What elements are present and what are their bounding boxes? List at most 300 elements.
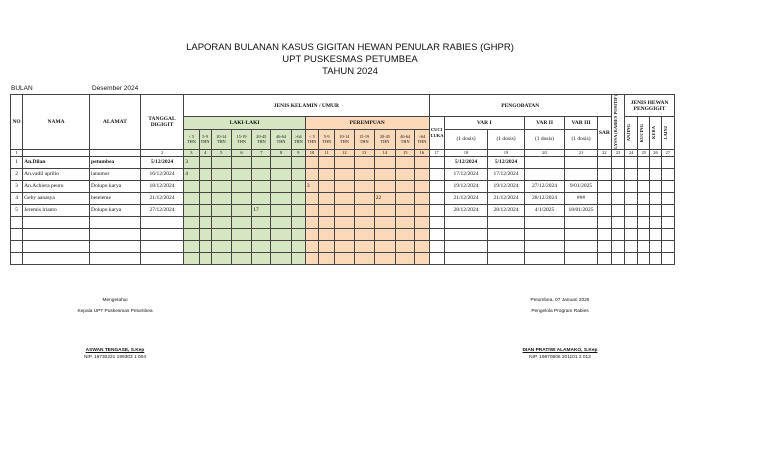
cell-nama: Jeremis irianto bbox=[23, 204, 90, 216]
empty-cell bbox=[565, 252, 597, 264]
empty-cell bbox=[625, 240, 638, 252]
empty-cell bbox=[231, 156, 251, 168]
column-number: 10 bbox=[305, 149, 318, 156]
header-anjing: ANJING bbox=[625, 117, 638, 150]
empty-cell bbox=[291, 252, 305, 264]
empty-cell bbox=[638, 216, 650, 228]
empty-cell bbox=[199, 240, 211, 252]
header-no: NO bbox=[11, 95, 23, 150]
empty-cell bbox=[354, 228, 374, 240]
empty-cell bbox=[271, 204, 291, 216]
column-number: 8 bbox=[271, 149, 291, 156]
empty-cell bbox=[625, 192, 638, 204]
empty-cell bbox=[429, 180, 444, 192]
empty-cell bbox=[11, 240, 23, 252]
empty-cell bbox=[271, 240, 291, 252]
empty-cell bbox=[565, 240, 597, 252]
column-number: 20 bbox=[524, 149, 565, 156]
empty-cell bbox=[319, 156, 335, 168]
empty-cell bbox=[650, 252, 661, 264]
empty-cell bbox=[252, 240, 271, 252]
empty-cell bbox=[291, 228, 305, 240]
table-row bbox=[11, 216, 675, 228]
empty-cell bbox=[611, 240, 624, 252]
empty-cell bbox=[11, 228, 23, 240]
empty-cell bbox=[90, 216, 141, 228]
empty-cell bbox=[354, 252, 374, 264]
empty-cell bbox=[271, 180, 291, 192]
empty-cell bbox=[611, 216, 624, 228]
cell-p_2045 bbox=[374, 156, 395, 168]
cell-p_lt5 bbox=[305, 156, 318, 168]
empty-cell bbox=[565, 228, 597, 240]
empty-cell bbox=[444, 216, 488, 228]
empty-cell bbox=[199, 192, 211, 204]
empty-cell bbox=[319, 168, 335, 180]
empty-cell bbox=[611, 180, 624, 192]
empty-cell bbox=[661, 252, 674, 264]
empty-cell bbox=[199, 252, 211, 264]
cell-var1a: 28/12/2024 bbox=[444, 204, 488, 216]
empty-cell bbox=[611, 252, 624, 264]
ghpr-table bbox=[10, 94, 675, 265]
age-header-7: < 5 THN bbox=[305, 129, 318, 149]
empty-cell bbox=[319, 192, 335, 204]
cell-p_lt5 bbox=[305, 192, 318, 204]
header-pengobatan: PENGOBATAN bbox=[429, 95, 611, 117]
empty-cell bbox=[11, 216, 23, 228]
header-alamat: ALAMAT bbox=[90, 95, 141, 150]
dosis-var2: (1 dosis) bbox=[524, 129, 565, 149]
empty-cell bbox=[611, 168, 624, 180]
table-row bbox=[11, 240, 675, 252]
header-cuci-luka: CUCI LUKA bbox=[429, 117, 444, 150]
age-header-6: >64 THN bbox=[291, 129, 305, 149]
cell-var3 bbox=[565, 168, 597, 180]
empty-cell bbox=[597, 168, 611, 180]
cell-p_lt5 bbox=[305, 204, 318, 216]
report-title-line2: UPT PUSKESMAS PETUMBEA bbox=[282, 54, 418, 65]
age-header-1: 5-9 THN bbox=[199, 129, 211, 149]
cell-nama: An.Achiera peuru bbox=[23, 180, 90, 192]
empty-cell bbox=[396, 168, 415, 180]
column-number: 26 bbox=[650, 149, 661, 156]
empty-cell bbox=[429, 216, 444, 228]
cell-tanggal: 5/12/2024 bbox=[140, 156, 184, 168]
empty-cell bbox=[184, 228, 199, 240]
empty-cell bbox=[625, 180, 638, 192]
cell-l_lt5: 3 bbox=[184, 156, 199, 168]
empty-cell bbox=[354, 168, 374, 180]
cell-var1b: 19/12/2024 bbox=[488, 180, 524, 192]
cell-var3: ### bbox=[565, 192, 597, 204]
cell-l_lt5 bbox=[184, 192, 199, 204]
column-number: 7 bbox=[252, 149, 271, 156]
header-lyssa: LYSSA (RABIES POSITIF) bbox=[611, 95, 624, 150]
header-laki: LAKI-LAKI bbox=[184, 117, 306, 130]
cell-var1a: 21/12/2024 bbox=[444, 192, 488, 204]
empty-cell bbox=[231, 180, 251, 192]
empty-cell bbox=[650, 168, 661, 180]
empty-cell bbox=[252, 252, 271, 264]
empty-cell bbox=[319, 204, 335, 216]
empty-cell bbox=[231, 240, 251, 252]
empty-cell bbox=[638, 240, 650, 252]
column-number: 6 bbox=[231, 149, 251, 156]
empty-cell bbox=[488, 216, 524, 228]
dosis-var1a: (1 dosis) bbox=[444, 129, 488, 149]
empty-cell bbox=[488, 240, 524, 252]
empty-cell bbox=[429, 192, 444, 204]
empty-cell bbox=[638, 180, 650, 192]
empty-cell bbox=[638, 156, 650, 168]
empty-cell bbox=[199, 204, 211, 216]
empty-cell bbox=[415, 216, 429, 228]
cell-alamat: Dolupo karya bbox=[90, 204, 141, 216]
age-header-5: 46-64 THN bbox=[271, 129, 291, 149]
empty-cell bbox=[252, 216, 271, 228]
empty-cell bbox=[271, 192, 291, 204]
empty-cell bbox=[415, 156, 429, 168]
empty-cell bbox=[597, 252, 611, 264]
column-number: 24 bbox=[625, 149, 638, 156]
empty-cell bbox=[305, 228, 318, 240]
footer-right-1: Petumbea, 07 Januari 2025 bbox=[530, 298, 590, 303]
cell-alamat: beteleme bbox=[90, 192, 141, 204]
empty-cell bbox=[488, 228, 524, 240]
empty-cell bbox=[374, 216, 395, 228]
cell-l_lt5: 4 bbox=[184, 168, 199, 180]
empty-cell bbox=[396, 180, 415, 192]
cell-no: 4 bbox=[11, 192, 23, 204]
empty-cell bbox=[231, 216, 251, 228]
cell-var1b: 28/12/2024 bbox=[488, 204, 524, 216]
empty-cell bbox=[354, 156, 374, 168]
empty-cell bbox=[90, 240, 141, 252]
empty-cell bbox=[140, 252, 184, 264]
empty-cell bbox=[335, 228, 354, 240]
empty-cell bbox=[597, 216, 611, 228]
header-nama: NAMA bbox=[23, 95, 90, 150]
header-sar: SAR bbox=[597, 117, 611, 150]
empty-cell bbox=[650, 228, 661, 240]
empty-cell bbox=[650, 156, 661, 168]
empty-cell bbox=[23, 228, 90, 240]
empty-cell bbox=[354, 216, 374, 228]
cell-var1b: 21/12/2024 bbox=[488, 192, 524, 204]
empty-cell bbox=[597, 192, 611, 204]
age-header-0: < 5 THN bbox=[184, 129, 199, 149]
empty-cell bbox=[354, 192, 374, 204]
table-row bbox=[11, 156, 675, 168]
cell-l_lt5 bbox=[184, 180, 199, 192]
empty-cell bbox=[211, 192, 231, 204]
empty-cell bbox=[638, 252, 650, 264]
header-perempuan: PEREMPUAN bbox=[305, 117, 429, 130]
cell-l_2045 bbox=[252, 180, 271, 192]
empty-cell bbox=[429, 252, 444, 264]
cell-nama: Geby aanasya bbox=[23, 192, 90, 204]
empty-cell bbox=[650, 204, 661, 216]
empty-cell bbox=[488, 252, 524, 264]
empty-cell bbox=[291, 192, 305, 204]
empty-cell bbox=[396, 252, 415, 264]
column-number: 12 bbox=[335, 149, 354, 156]
empty-cell bbox=[211, 228, 231, 240]
cell-no: 1 bbox=[11, 156, 23, 168]
header-jenis-hewan: JENIS HEWAN PENGGIGIT bbox=[625, 95, 675, 117]
empty-cell bbox=[335, 168, 354, 180]
column-number: 19 bbox=[488, 149, 524, 156]
empty-cell bbox=[638, 168, 650, 180]
empty-cell bbox=[211, 180, 231, 192]
column-number: 9 bbox=[291, 149, 305, 156]
empty-cell bbox=[396, 204, 415, 216]
empty-cell bbox=[565, 216, 597, 228]
empty-cell bbox=[335, 204, 354, 216]
empty-cell bbox=[415, 240, 429, 252]
column-number: 25 bbox=[638, 149, 650, 156]
empty-cell bbox=[319, 240, 335, 252]
empty-cell bbox=[650, 180, 661, 192]
table-row bbox=[11, 192, 675, 204]
empty-cell bbox=[335, 252, 354, 264]
cell-nama: An.Dilan bbox=[23, 156, 90, 168]
empty-cell bbox=[271, 228, 291, 240]
column-number: 14 bbox=[374, 149, 395, 156]
empty-cell bbox=[625, 156, 638, 168]
empty-cell bbox=[335, 240, 354, 252]
empty-cell bbox=[184, 252, 199, 264]
column-number: 11 bbox=[319, 149, 335, 156]
cell-tanggal: 16/12/2024 bbox=[140, 168, 184, 180]
header-kucing: KUCING bbox=[638, 117, 650, 150]
column-number bbox=[90, 149, 141, 156]
empty-cell bbox=[140, 228, 184, 240]
cell-var2 bbox=[524, 156, 565, 168]
empty-cell bbox=[374, 252, 395, 264]
empty-cell bbox=[291, 168, 305, 180]
table-row bbox=[11, 168, 675, 180]
empty-cell bbox=[597, 204, 611, 216]
dosis-var3: (1 dosis) bbox=[565, 129, 597, 149]
empty-cell bbox=[199, 180, 211, 192]
empty-cell bbox=[650, 240, 661, 252]
table-row bbox=[11, 204, 675, 216]
empty-cell bbox=[415, 204, 429, 216]
empty-cell bbox=[291, 216, 305, 228]
column-number: 18 bbox=[444, 149, 488, 156]
empty-cell bbox=[625, 204, 638, 216]
cell-tanggal: 27/12/2024 bbox=[140, 204, 184, 216]
empty-cell bbox=[597, 240, 611, 252]
header-tanggal: TANGGAL DIGIGIT bbox=[140, 95, 184, 150]
empty-cell bbox=[625, 168, 638, 180]
age-header-9: 10-14 THN bbox=[335, 129, 354, 149]
cell-var2: 28/12/2024 bbox=[524, 192, 565, 204]
empty-cell bbox=[184, 216, 199, 228]
column-number: 16 bbox=[415, 149, 429, 156]
empty-cell bbox=[638, 204, 650, 216]
column-number: 17 bbox=[429, 149, 444, 156]
cell-no: 3 bbox=[11, 180, 23, 192]
empty-cell bbox=[611, 192, 624, 204]
cell-var1b: 5/12/2024 bbox=[488, 156, 524, 168]
cell-l_lt5 bbox=[184, 204, 199, 216]
cell-var2: 4/1/2025 bbox=[524, 204, 565, 216]
age-header-4: 20-45 THN bbox=[252, 129, 271, 149]
empty-cell bbox=[625, 228, 638, 240]
header-var2: VAR II bbox=[524, 117, 565, 130]
empty-cell bbox=[184, 240, 199, 252]
empty-cell bbox=[415, 228, 429, 240]
empty-cell bbox=[231, 252, 251, 264]
empty-cell bbox=[231, 204, 251, 216]
empty-cell bbox=[199, 228, 211, 240]
empty-cell bbox=[638, 192, 650, 204]
age-header-3: 15-19 THN bbox=[231, 129, 251, 149]
cell-alamat: petumbea bbox=[90, 156, 141, 168]
empty-cell bbox=[90, 228, 141, 240]
empty-cell bbox=[199, 168, 211, 180]
empty-cell bbox=[211, 216, 231, 228]
empty-cell bbox=[305, 216, 318, 228]
empty-cell bbox=[231, 168, 251, 180]
age-header-12: 46-64 THN bbox=[396, 129, 415, 149]
empty-cell bbox=[319, 216, 335, 228]
bulan-label: BULAN bbox=[11, 85, 33, 92]
column-number: 1 bbox=[11, 149, 23, 156]
cell-var1a: 17/12/2024 bbox=[444, 168, 488, 180]
cell-var1a: 5/12/2024 bbox=[444, 156, 488, 168]
empty-cell bbox=[638, 228, 650, 240]
empty-cell bbox=[444, 252, 488, 264]
empty-cell bbox=[140, 240, 184, 252]
empty-cell bbox=[415, 252, 429, 264]
cell-tanggal: 18/12/2024 bbox=[140, 180, 184, 192]
empty-cell bbox=[396, 228, 415, 240]
empty-cell bbox=[291, 240, 305, 252]
empty-cell bbox=[319, 180, 335, 192]
empty-cell bbox=[396, 240, 415, 252]
empty-cell bbox=[396, 216, 415, 228]
cell-var1b: 17/12/2024 bbox=[488, 168, 524, 180]
empty-cell bbox=[429, 156, 444, 168]
empty-cell bbox=[211, 204, 231, 216]
empty-cell bbox=[271, 168, 291, 180]
empty-cell bbox=[415, 192, 429, 204]
empty-cell bbox=[305, 252, 318, 264]
cell-alamat: Dolupo karya bbox=[90, 180, 141, 192]
cell-var2 bbox=[524, 168, 565, 180]
empty-cell bbox=[396, 156, 415, 168]
empty-cell bbox=[611, 204, 624, 216]
empty-cell bbox=[396, 192, 415, 204]
empty-cell bbox=[650, 192, 661, 204]
cell-no: 2 bbox=[11, 168, 23, 180]
empty-cell bbox=[661, 240, 674, 252]
header-var3: VAR III bbox=[565, 117, 597, 130]
empty-cell bbox=[354, 240, 374, 252]
cell-l_2045: 17 bbox=[252, 204, 271, 216]
empty-cell bbox=[211, 240, 231, 252]
empty-cell bbox=[444, 240, 488, 252]
cell-no: 5 bbox=[11, 204, 23, 216]
footer-left-nip: NIP. 19730221 199303 1 004 bbox=[83, 355, 147, 360]
empty-cell bbox=[291, 180, 305, 192]
column-number: 21 bbox=[565, 149, 597, 156]
footer-left-name: ASWAN TENGASE, S.Kep bbox=[85, 348, 145, 353]
column-number: 2 bbox=[140, 149, 184, 156]
empty-cell bbox=[335, 180, 354, 192]
empty-cell bbox=[140, 216, 184, 228]
column-number: 5 bbox=[211, 149, 231, 156]
cell-var1a: 19/12/2024 bbox=[444, 180, 488, 192]
cell-p_2045 bbox=[374, 180, 395, 192]
table-row bbox=[11, 180, 675, 192]
empty-cell bbox=[199, 156, 211, 168]
empty-cell bbox=[271, 252, 291, 264]
column-number: 23 bbox=[611, 149, 624, 156]
footer-right-2: Pengelola Program Rabies bbox=[531, 309, 589, 314]
age-header-11: 20-45 THN bbox=[374, 129, 395, 149]
empty-cell bbox=[415, 168, 429, 180]
column-number: 3 bbox=[184, 149, 199, 156]
empty-cell bbox=[291, 156, 305, 168]
empty-cell bbox=[231, 192, 251, 204]
empty-cell bbox=[23, 252, 90, 264]
empty-cell bbox=[252, 228, 271, 240]
empty-cell bbox=[611, 228, 624, 240]
cell-l_2045 bbox=[252, 156, 271, 168]
empty-cell bbox=[271, 216, 291, 228]
empty-cell bbox=[23, 240, 90, 252]
column-number: 22 bbox=[597, 149, 611, 156]
empty-cell bbox=[354, 204, 374, 216]
age-header-2: 10-14 THN bbox=[211, 129, 231, 149]
empty-cell bbox=[661, 204, 674, 216]
footer-left-1: Mengetahui bbox=[102, 298, 128, 303]
column-number: 4 bbox=[199, 149, 211, 156]
empty-cell bbox=[335, 156, 354, 168]
empty-cell bbox=[319, 252, 335, 264]
empty-cell bbox=[661, 192, 674, 204]
empty-cell bbox=[90, 252, 141, 264]
header-var1: VAR I bbox=[444, 117, 524, 130]
empty-cell bbox=[429, 240, 444, 252]
header-kera: KERA bbox=[650, 117, 661, 150]
empty-cell bbox=[444, 228, 488, 240]
cell-p_2045 bbox=[374, 168, 395, 180]
report-title-line3: TAHUN 2024 bbox=[322, 66, 378, 77]
empty-cell bbox=[524, 240, 565, 252]
cell-p_2045 bbox=[374, 204, 395, 216]
empty-cell bbox=[524, 252, 565, 264]
footer-left-2: Kepala UPT Puskesmas Petumbea bbox=[77, 309, 153, 314]
cell-var3: 9/01/2025 bbox=[565, 180, 597, 192]
empty-cell bbox=[415, 180, 429, 192]
empty-cell bbox=[661, 168, 674, 180]
report-title-line1: LAPORAN BULANAN KASUS GIGITAN HEWAN PENULAR RABIES (GHPR) bbox=[186, 42, 514, 53]
column-number bbox=[23, 149, 90, 156]
column-number: 13 bbox=[354, 149, 374, 156]
empty-cell bbox=[335, 216, 354, 228]
table-row bbox=[11, 252, 675, 264]
footer-right-name: DIAN PRATIWI ALAMAKO, S.Kep bbox=[522, 348, 598, 353]
empty-cell bbox=[650, 216, 661, 228]
empty-cell bbox=[11, 252, 23, 264]
cell-var3: 18/01/2025 bbox=[565, 204, 597, 216]
